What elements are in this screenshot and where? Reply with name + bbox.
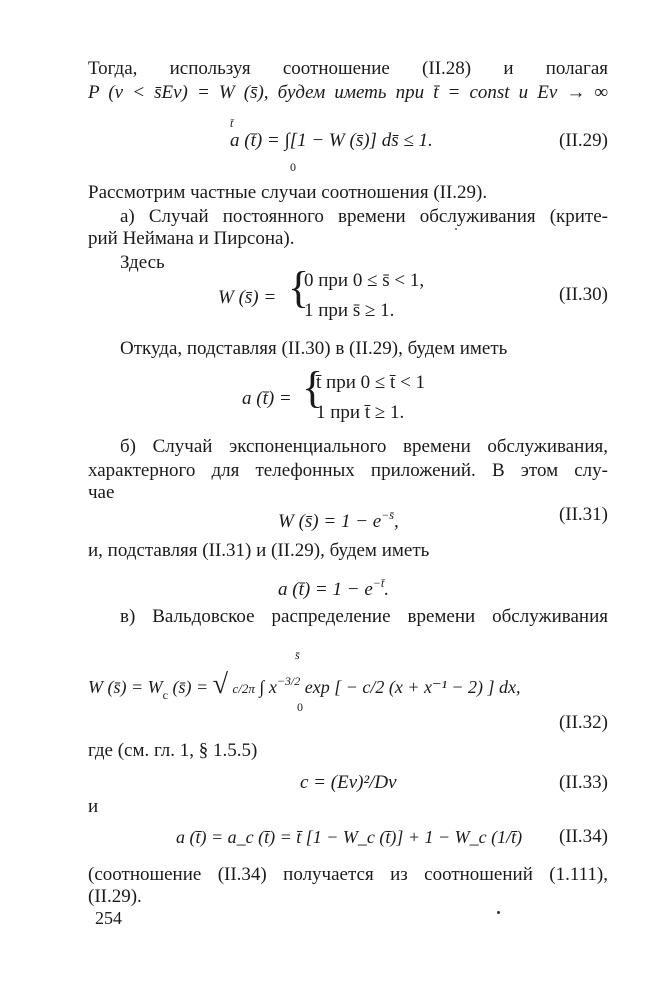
page-number: 254 [95,908,122,928]
eq32-lower-limit: 0 [297,700,303,714]
eq29-upper-limit: t̄ [230,116,234,130]
equation-number-II31: (II.31) [558,504,608,525]
eq30-lhs: W (s̄) = [218,287,277,308]
text-line-10: чае [88,482,115,503]
text-line-1: Тогда, используя соотношение (II.28) и полагая [88,58,608,79]
eq31-tail: , [393,511,399,532]
text-line-3: Рассмотрим частные случаи соотношения (II.29). [88,182,488,203]
equation-number-II32: (II.32) [558,712,608,733]
equation-II29: a (t̄) = ∫[1 − W (s̄)] ds̄ ≤ 1. [230,130,433,151]
eq30-row-1: 0 при 0 ≤ s̄ < 1, [304,270,425,291]
text-line-15: (соотношение (II.34) получается из соотношений (1.111), [88,864,608,885]
text-line-8: б) Случай экспоненциального времени обслуживания, [120,436,608,457]
equation-II33: c = (Eν)²/Dν [300,772,397,793]
text-line-16: (II.29). [88,886,142,907]
eq32-upper-limit: s̄ [295,648,300,662]
text-line-11: и, подставляя (II.31) и (II.29), будем иметь [88,540,430,561]
equation-II34: a (t̄) = a_c (t̄) = t̄ [1 − W_c (t̄)] + 1 − W_c (1/t̄) [176,827,523,847]
eqb-exponent: −t̄ [372,576,385,590]
eq32-part-d: exp [ − c/2 (x + x⁻¹ − 2) ] dx, [304,677,521,697]
text-line-14: и [88,796,99,817]
eq31-exponent: −s̄ [381,508,394,522]
equation-b [278,572,389,601]
equation-number-II34: (II.34) [558,826,608,847]
text-line-2: P (ν < s̄Eν) = W (s̄), будем иметь при t̄ = const и Eν → ∞ [88,82,608,103]
eqa-row-1: t̄ при 0 ≤ t̄ < 1 [316,372,426,393]
eq32-fraction: c/2π [232,681,255,696]
equation-number-II29: (II.29) [558,130,608,151]
equation-number-II30: (II.30) [558,284,608,305]
eq32-sub: c [162,688,168,702]
equation-II32 [88,670,521,706]
equation-II31 [278,504,399,533]
text-line-13: где (см. гл. 1, § 1.5.5) [88,740,258,761]
text-line-7: Откуда, подставляя (II.30) в (II.29), будем иметь [120,338,508,359]
eq29-lower-limit: 0 [290,160,296,174]
text-line-12: в) Вальдовское распределение времени обслуживания [120,606,608,627]
text-line-6: Здесь [120,252,165,273]
print-speck [497,911,500,914]
eqa-row-2: 1 при t̄ ≥ 1. [316,402,405,423]
eq32-part-c: ∫ x [259,677,277,697]
eq32-part-a: W (s̄) = W [88,677,163,697]
eqa-lhs: a (t̄) = [242,388,292,409]
sqrt-icon: √ [212,669,228,700]
text-line-9: характерного для телефонных приложений. В этом слу- [88,460,608,481]
equation-number-II33: (II.33) [558,772,608,793]
eq32-exponent: −3/2 [276,674,301,688]
eq32-part-b: (s̄) = [172,677,209,697]
eq30-brace-icon: { [288,263,310,312]
eq31-body: W (s̄) = 1 − e [278,511,382,532]
eqb-tail: . [384,579,389,600]
text-line-5: рий Неймана и Пирсона). [88,228,295,249]
print-speck-2 [455,228,457,230]
eq30-row-2: 1 при s̄ ≥ 1. [304,300,395,321]
eqa-brace-icon: { [302,363,324,412]
text-line-4: а) Случай постоянного времени обслуживания (крите- [120,206,608,227]
eqb-body: a (t̄) = 1 − e [278,579,373,600]
